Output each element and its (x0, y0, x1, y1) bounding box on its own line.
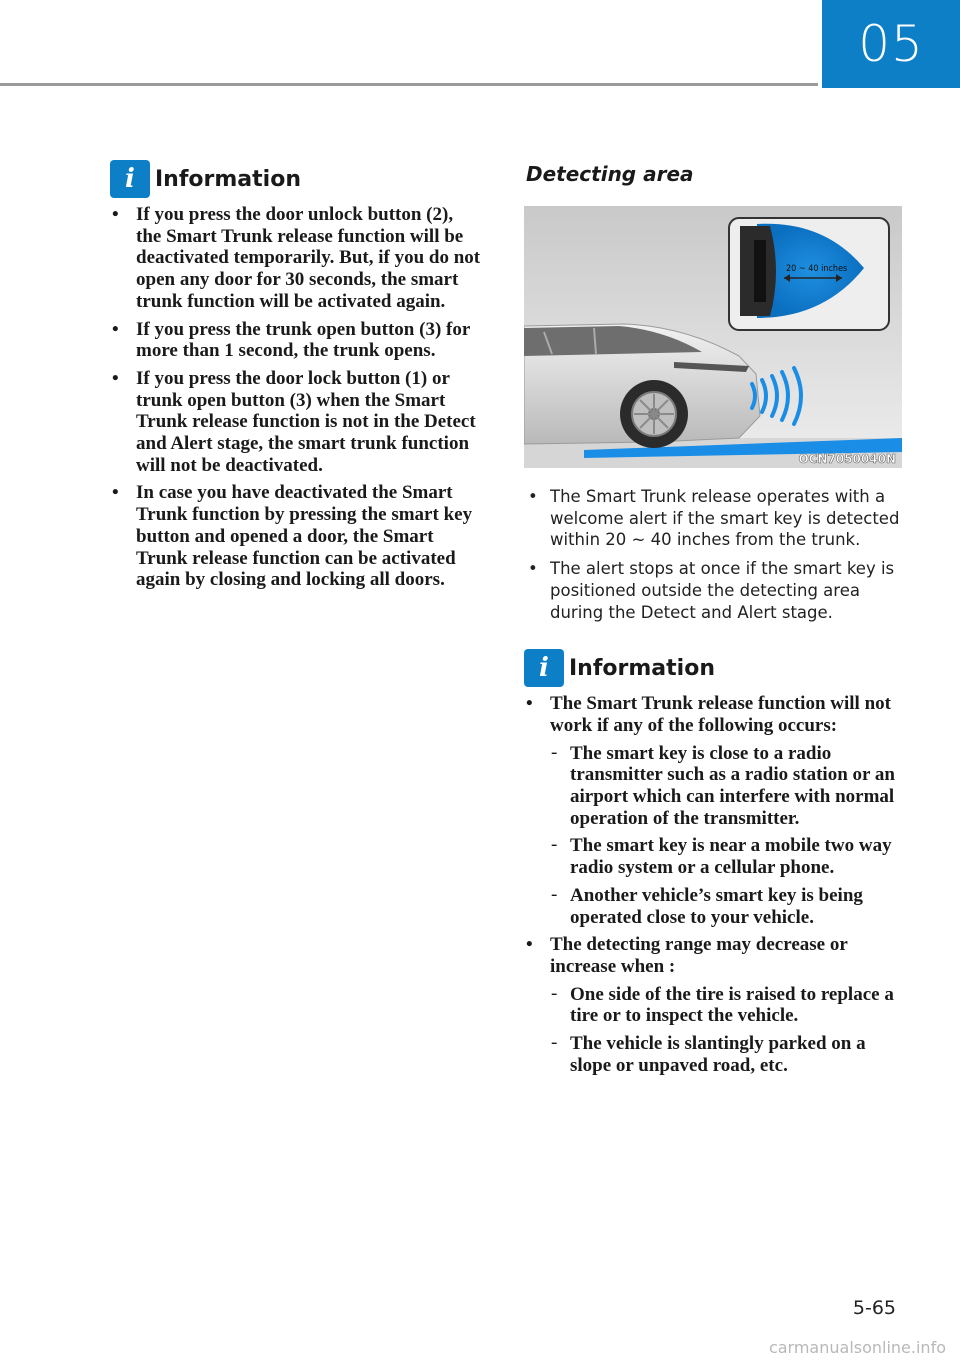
header-rule (0, 83, 818, 86)
info-item-text: The detecting range may decrease or increase when : (550, 934, 848, 977)
detecting-item: • The Smart Trunk release operates with a welcome alert if the smart key is detected within 20 ~ 40 inches from the trunk. (524, 486, 902, 551)
info-item: • If you press the door unlock button (2), the Smart Trunk release function will be deactivated temporarily. But, if you do not open any door for 30 seconds, the smart trunk function will be activated again. (110, 204, 482, 313)
info-item: • If you press the trunk open button (3) for more than 1 second, the trunk opens. (110, 319, 482, 362)
sub-item: - The vehicle is slantingly parked on a slope or unpaved road, etc. (550, 1033, 902, 1076)
sub-item: - One side of the tire is raised to replace a tire or to inspect the vehicle. (550, 984, 902, 1027)
sub-list (550, 984, 902, 1077)
watermark: carmanualsonline.info (768, 1338, 946, 1357)
info-icon: i (524, 649, 564, 687)
detecting-item: • The alert stops at once if the smart key is positioned outside the detecting area during the Detect and Alert stage. (524, 558, 902, 623)
info-item (524, 693, 902, 928)
chapter-tab: 05 (822, 0, 960, 88)
info-list (110, 204, 482, 591)
left-column (110, 160, 482, 597)
info-item-text: The Smart Trunk release function will not work if any of the following occurs: (550, 693, 891, 736)
right-column (524, 160, 902, 1082)
info-icon: i (110, 160, 150, 198)
sub-item: - Another vehicle’s smart key is being operated close to your vehicle. (550, 885, 902, 928)
car-illustration (524, 206, 902, 468)
info-item (524, 934, 902, 1076)
detecting-area-figure (524, 206, 902, 468)
section-title: Detecting area (526, 162, 694, 186)
sub-item: - The smart key is near a mobile two way radio system or a cellular phone. (550, 835, 902, 878)
sub-item: - The smart key is close to a radio transmitter such as a radio station or an airport which can interfere with normal operation of the transmitter. (550, 743, 902, 830)
info-header (524, 649, 902, 687)
info-list (524, 693, 902, 1076)
info-item: • In case you have deactivated the Smart Trunk function by pressing the smart key button and opened a door, the Smart Trunk release function can be activated again by closing and locking all doors. (110, 482, 482, 591)
info-title: Information (569, 655, 715, 681)
info-item: • If you press the door lock button (1) or trunk open button (3) when the Smart Trunk release function is not in the Detect and Alert stage, the smart trunk function will not be deactivated. (110, 368, 482, 477)
figure-code: OCN7050040N (798, 452, 896, 466)
detecting-list (524, 486, 902, 623)
info-title: Information (155, 166, 301, 192)
distance-label: 20 ~ 40 inches (786, 264, 848, 274)
info-header (110, 160, 482, 198)
sub-list (550, 743, 902, 929)
page-number: 5-65 (852, 1297, 896, 1319)
